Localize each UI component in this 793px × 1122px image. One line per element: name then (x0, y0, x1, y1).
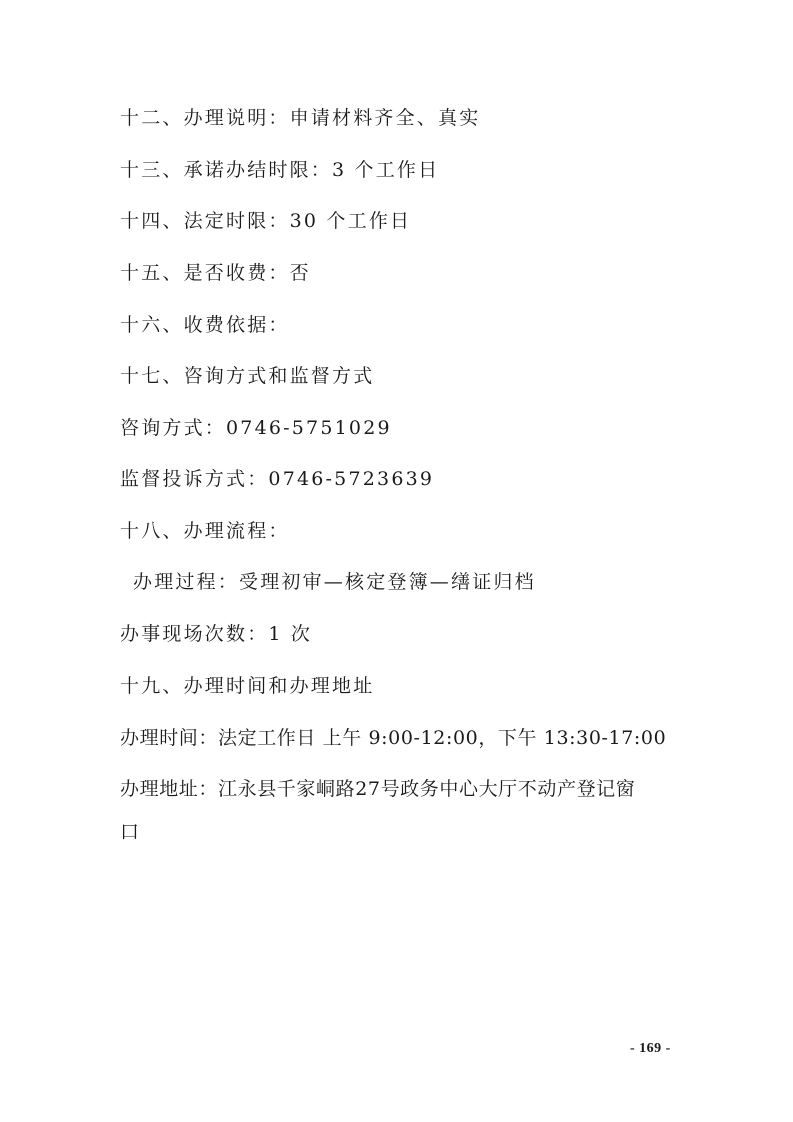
section-17-consult-supervise: 十七、咨询方式和监督方式 (120, 365, 375, 387)
consult-phone: 咨询方式：0746-5751029 (120, 417, 392, 439)
section-15-fee-charged: 十五、是否收费：否 (120, 262, 311, 284)
onsite-visits: 办事现场次数：1 次 (120, 623, 313, 645)
office-address: 办理地址：江永县千家峒路27号政务中心大厅不动产登记窗 (120, 778, 636, 800)
page-number: - 169 - (630, 1041, 671, 1056)
process-steps: 办理过程：受理初审—核定登簿—缮证归档 (133, 571, 536, 593)
complaint-phone: 监督投诉方式：0746-5723639 (120, 468, 435, 490)
section-14-legal-time-limit: 十四、法定时限：30 个工作日 (120, 210, 412, 232)
section-12-handling-notes: 十二、办理说明：申请材料齐全、真实 (120, 107, 481, 129)
office-hours: 办理时间：法定工作日 上午 9:00-12:00，下午 13:30-17:00 (120, 727, 667, 749)
section-13-promised-time-limit: 十三、承诺办结时限：3 个工作日 (120, 159, 440, 181)
section-19-time-address: 十九、办理时间和办理地址 (120, 675, 375, 697)
office-address-continued: 口 (120, 821, 142, 843)
section-16-fee-basis: 十六、收费依据： (120, 314, 290, 336)
section-18-process: 十八、办理流程： (120, 520, 290, 542)
